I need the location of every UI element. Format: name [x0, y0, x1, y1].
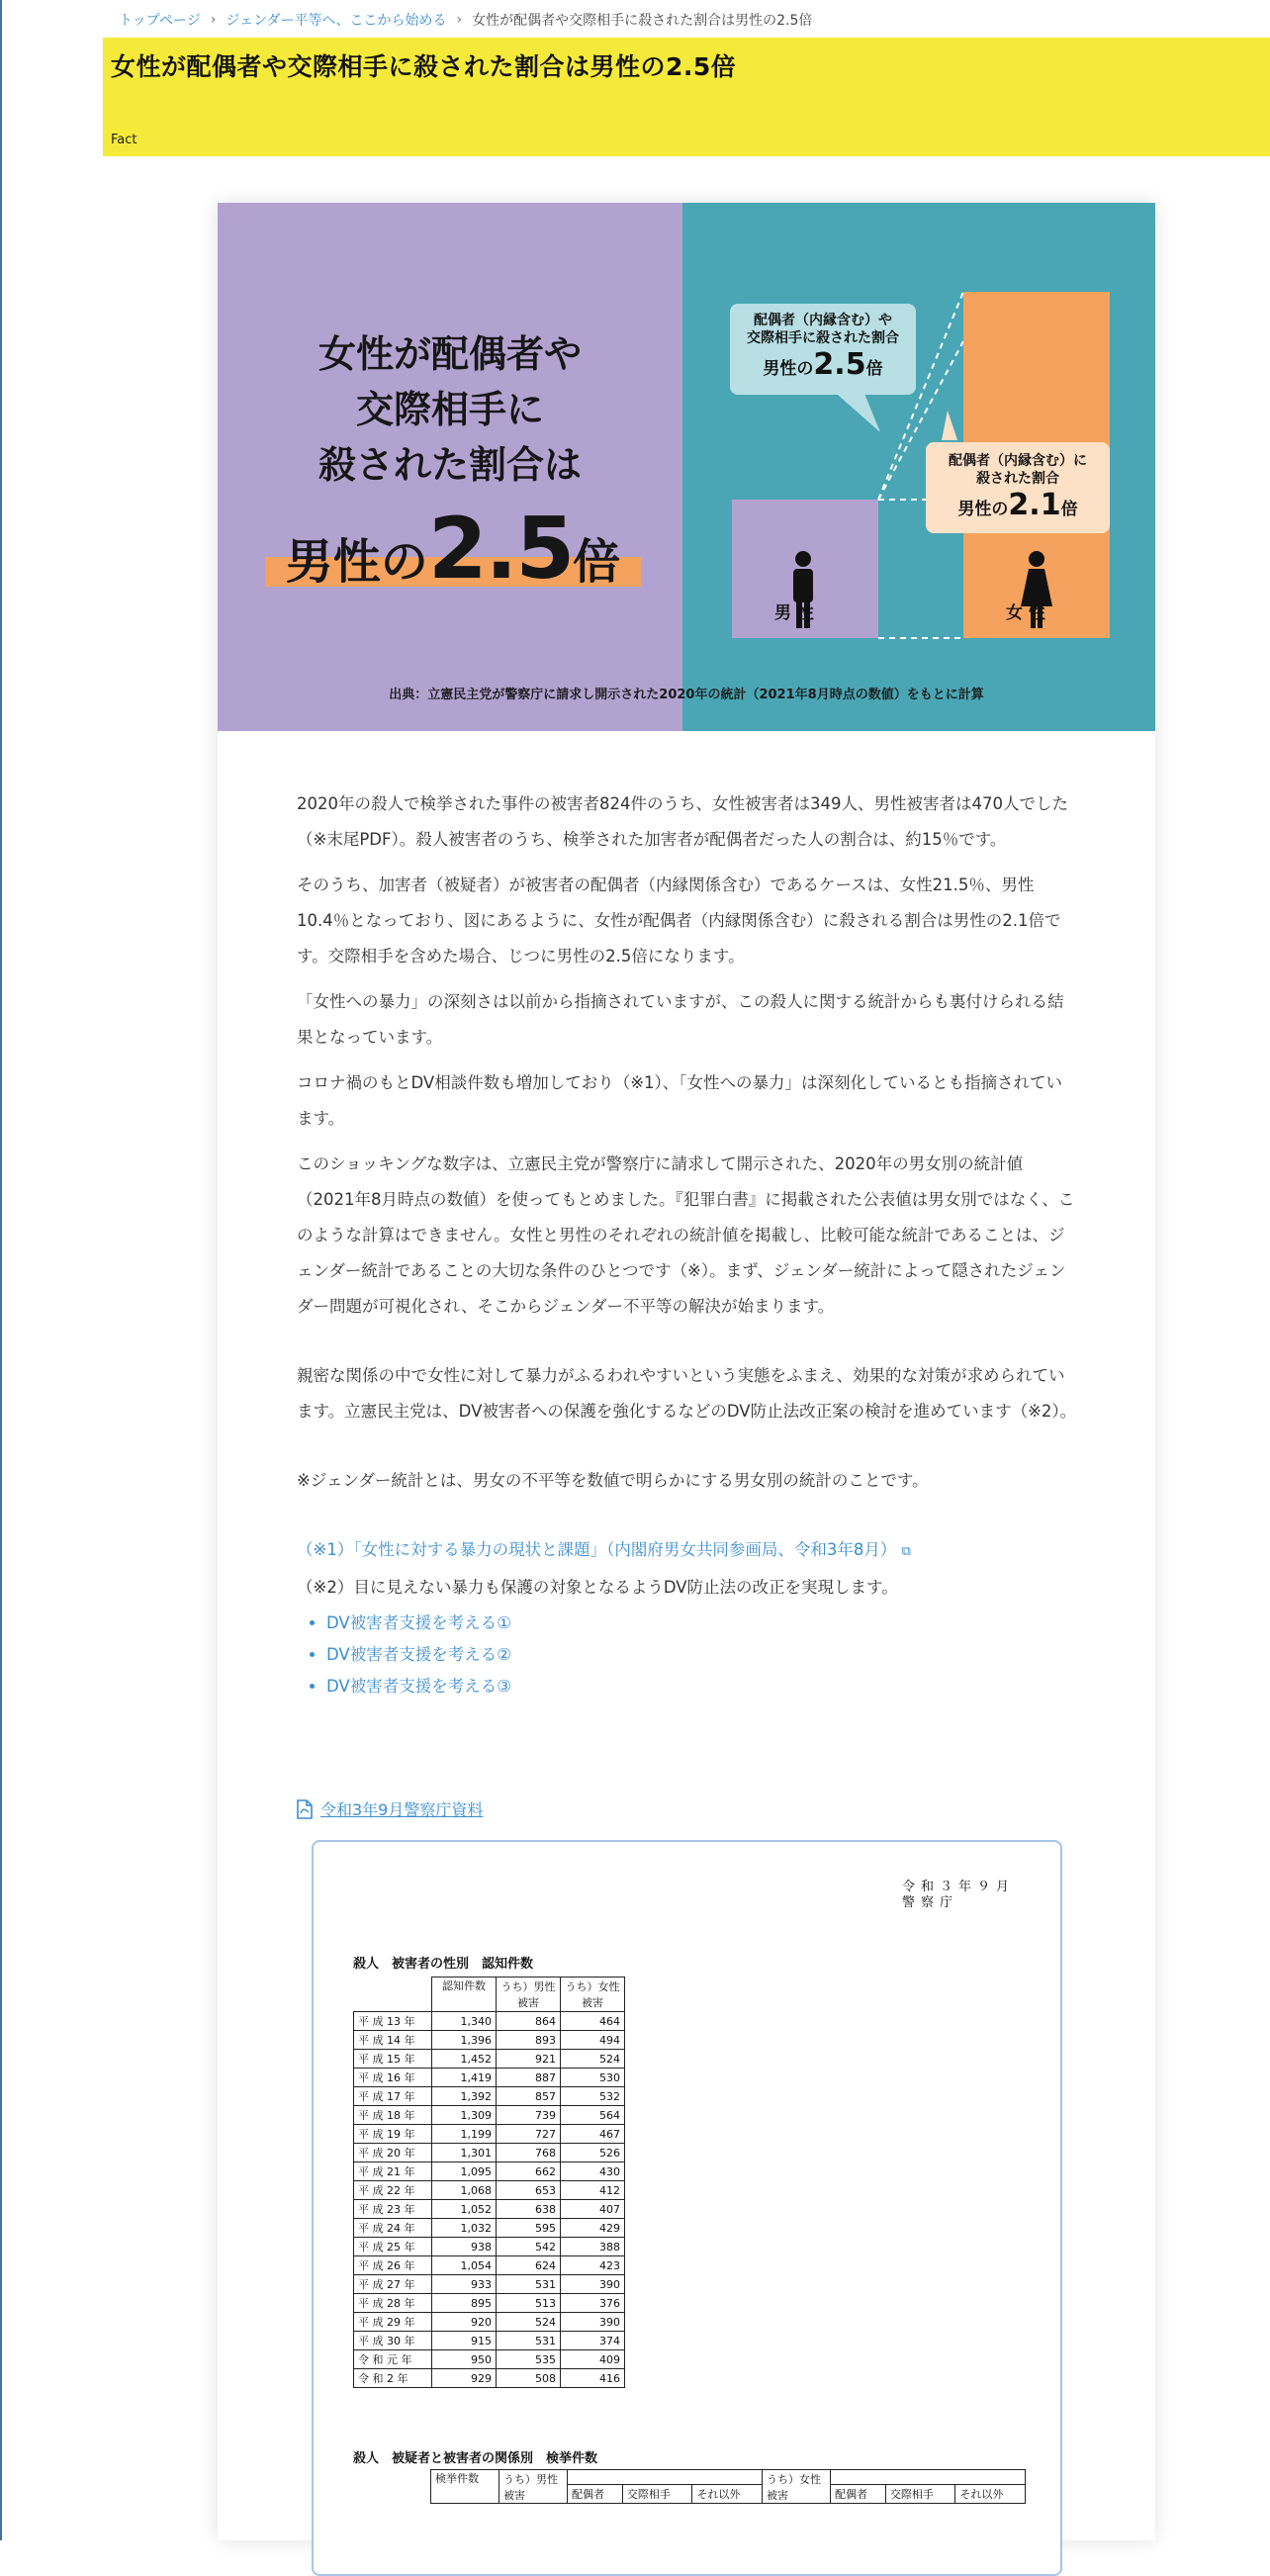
- cell-female: 467: [561, 2125, 625, 2144]
- cell-total: 1,396: [432, 2031, 497, 2050]
- cell-female: 530: [561, 2069, 625, 2087]
- female-label: 女 性: [1006, 603, 1045, 623]
- cell-total: 1,052: [432, 2200, 497, 2219]
- breadcrumb-current: 女性が配偶者や交際相手に殺された割合は男性の2.5倍: [472, 13, 813, 29]
- cell-female: 374: [561, 2332, 625, 2350]
- table-row: [354, 2050, 625, 2069]
- paragraph: 2020年の殺人で検挙された事件の被害者824件のうち、女性被害者は349人、男性被害者は470人でした（※末尾PDF）。殺人被害者のうち、検挙された加害者が配偶者だった人の割合は、約15％です。: [297, 794, 1068, 849]
- cell-total: 1,095: [432, 2162, 497, 2181]
- cell-female: 524: [561, 2050, 625, 2069]
- cell-female: 412: [561, 2181, 625, 2200]
- doc-date: 令和３年９月: [902, 1880, 1016, 1894]
- male-label: 男 性: [774, 603, 814, 623]
- cell-female: 416: [561, 2369, 625, 2388]
- related-link-1[interactable]: DV被害者支援を考える①: [326, 1613, 511, 1632]
- cell-total: 1,301: [432, 2144, 497, 2162]
- table-row: [354, 2162, 625, 2181]
- cell-male: 662: [497, 2162, 561, 2181]
- paragraph: 親密な関係の中で女性に対して暴力がふるわれやすいという実態をふまえ、効果的な対策が求められています。立憲民主党は、DV被害者への保護を強化するなどのDV防止法改正案の検討を進めています（※2）。: [297, 1366, 1077, 1421]
- cell-male: 893: [497, 2031, 561, 2050]
- col-male: うち）男性被害: [497, 1978, 561, 2012]
- cell-female: 429: [561, 2219, 625, 2238]
- t2-partner-m: 交際相手: [622, 2485, 692, 2504]
- cell-female: 423: [561, 2256, 625, 2275]
- table-row: [354, 2332, 625, 2350]
- table-row: [354, 2369, 625, 2388]
- cell-male: 857: [497, 2087, 561, 2106]
- cell-total: 1,068: [432, 2181, 497, 2200]
- cell-male: 595: [497, 2219, 561, 2238]
- cell-total: 1,032: [432, 2219, 497, 2238]
- cell-male: 535: [497, 2350, 561, 2369]
- cell-female: 407: [561, 2200, 625, 2219]
- paragraph: そのうち、加害者（被疑者）が被害者の配偶者（内縁関係含む）であるケースは、女性21.5％、男性10.4％となっており、図にあるように、女性が配偶者（内縁関係含む）に殺される割合は男性の2.1倍です。交際相手を含めた場合、じつに男性の2.5倍になります。: [297, 875, 1061, 966]
- note1-link[interactable]: （※1）「女性に対する暴力の現状と課題」（内閣府男女共同参画局、令和3年8月）: [297, 1540, 897, 1559]
- cell-male: 624: [497, 2256, 561, 2275]
- t2-spouse-m: 配偶者: [568, 2485, 623, 2504]
- cell-female: 430: [561, 2162, 625, 2181]
- t2-count: 検挙件数: [431, 2470, 499, 2504]
- highlight-prefix: 男性の: [285, 534, 428, 590]
- cell-male: 638: [497, 2200, 561, 2219]
- cell-year: 令 和 2 年: [354, 2369, 432, 2388]
- cell-male: 531: [497, 2275, 561, 2294]
- bubble-spouse: 配偶者（内縁含む）に 殺された割合 男性の2.1倍: [926, 442, 1110, 533]
- cell-total: 950: [432, 2350, 497, 2369]
- cell-year: 平 成 23 年: [354, 2200, 432, 2219]
- chevron-right-icon: ›: [210, 12, 217, 28]
- table-row: [354, 2200, 625, 2219]
- t2-spouse-f: 配偶者: [830, 2485, 885, 2504]
- window-left-edge: [0, 0, 2, 2540]
- cell-total: 1,199: [432, 2125, 497, 2144]
- cell-male: 542: [497, 2238, 561, 2256]
- cell-total: 1,452: [432, 2050, 497, 2069]
- cell-year: 平 成 28 年: [354, 2294, 432, 2313]
- note2: （※2）目に見えない暴力も保護の対象となるようDV防止法の改正を実現します。: [297, 1578, 898, 1597]
- cell-male: 727: [497, 2125, 561, 2144]
- table-row: [354, 2256, 625, 2275]
- hero-highlight: [265, 500, 641, 598]
- cell-female: 390: [561, 2313, 625, 2332]
- hero-headline-line3: 殺された割合は: [318, 443, 582, 487]
- table-row: [354, 2031, 625, 2050]
- cell-male: 513: [497, 2294, 561, 2313]
- cell-year: 平 成 21 年: [354, 2162, 432, 2181]
- pdf-link-label: 令和3年9月警察庁資料: [320, 1800, 484, 1819]
- table-row: [354, 2144, 625, 2162]
- hero-headline-line1: 女性が配偶者や: [318, 332, 582, 376]
- t2-other-m: それ以外: [692, 2485, 763, 2504]
- paragraph: 「女性への暴力」の深刻さは以前から指摘されていますが、この殺人に関する統計からも裏付けられる結果となっています。: [297, 992, 1064, 1047]
- cell-year: 平 成 26 年: [354, 2256, 432, 2275]
- table-row: [354, 2219, 625, 2238]
- cell-year: 平 成 18 年: [354, 2106, 432, 2125]
- cell-total: 895: [432, 2294, 497, 2313]
- table-row: [354, 2125, 625, 2144]
- cell-total: 933: [432, 2275, 497, 2294]
- t2-female: うち）女性被害: [762, 2470, 830, 2504]
- pdf-icon: [297, 1799, 313, 1819]
- cell-total: 1,340: [432, 2012, 497, 2031]
- cell-year: 平 成 17 年: [354, 2087, 432, 2106]
- cell-female: 564: [561, 2106, 625, 2125]
- t2-partner-f: 交際相手: [885, 2485, 955, 2504]
- table-row: [354, 2294, 625, 2313]
- cell-male: 864: [497, 2012, 561, 2031]
- page-title: 女性が配偶者や交際相手に殺された割合は男性の2.5倍: [111, 52, 737, 81]
- cell-female: 464: [561, 2012, 625, 2031]
- cell-male: 768: [497, 2144, 561, 2162]
- cell-male: 739: [497, 2106, 561, 2125]
- cell-year: 平 成 22 年: [354, 2181, 432, 2200]
- cell-female: 376: [561, 2294, 625, 2313]
- bubble-spouse-partner: 配偶者（内縁含む）や 交際相手に殺された割合 男性の2.5倍: [730, 304, 916, 395]
- cell-male: 531: [497, 2332, 561, 2350]
- cell-female: 532: [561, 2087, 625, 2106]
- cell-total: 1,392: [432, 2087, 497, 2106]
- cell-female: 494: [561, 2031, 625, 2050]
- paragraph: このショッキングな数字は、立憲民主党が警察庁に請求して開示された、2020年の男女別の統計値（2021年8月時点の数値）を使ってもとめました。『犯罪白書』に掲載された公表値は男女別ではなく、このような計算はできません。女性と男性のそれぞれの統計値を掲載し、比較可能な統計であることは、ジェンダー統計であることの大切な条件のひとつです（※）。まず、ジェンダー統計によって隠されたジェンダー問題が可視化され、そこからジェンダー不平等の解決が始まります。: [297, 1154, 1075, 1316]
- cell-female: 390: [561, 2275, 625, 2294]
- breadcrumb: [119, 8, 812, 32]
- cell-year: 令 和 元 年: [354, 2350, 432, 2369]
- hero-headline-line2: 交際相手に: [355, 388, 544, 431]
- table-row: [354, 2238, 625, 2256]
- category-tag: Fact: [111, 133, 137, 147]
- table-row: [354, 2106, 625, 2125]
- table-row: [354, 2087, 625, 2106]
- table-row: [354, 2350, 625, 2369]
- cell-female: 388: [561, 2238, 625, 2256]
- cell-male: 653: [497, 2181, 561, 2200]
- table-row: [354, 2069, 625, 2087]
- paragraph: コロナ禍のもとDV相談件数も増加しており（※1）、「女性への暴力」は深刻化しているとも指摘されています。: [297, 1073, 1063, 1128]
- cell-male: 887: [497, 2069, 561, 2087]
- cell-year: 平 成 25 年: [354, 2238, 432, 2256]
- table2-title: 殺人 被疑者と被害者の関係別 検挙件数: [353, 2451, 598, 2466]
- related-link-3[interactable]: DV被害者支援を考える③: [326, 1677, 511, 1696]
- cell-year: 平 成 16 年: [354, 2069, 432, 2087]
- cell-female: 526: [561, 2144, 625, 2162]
- table-row: [354, 2275, 625, 2294]
- t2-male: うち）男性被害: [499, 2470, 568, 2504]
- hero-source: 出典：立憲民主党が警察庁に請求し開示された2020年の統計（2021年8月時点の数値）をもとに計算: [389, 688, 984, 702]
- table-row: [354, 2012, 625, 2031]
- cell-year: 平 成 19 年: [354, 2125, 432, 2144]
- hero-infographic: [218, 203, 1155, 731]
- table1-title: 殺人 被害者の性別 認知件数: [353, 1957, 534, 1972]
- cell-year: 平 成 14 年: [354, 2031, 432, 2050]
- cell-female: 409: [561, 2350, 625, 2369]
- cell-year: 平 成 27 年: [354, 2275, 432, 2294]
- related-link-2[interactable]: DV被害者支援を考える②: [326, 1645, 511, 1664]
- cell-male: 921: [497, 2050, 561, 2069]
- cell-male: 508: [497, 2369, 561, 2388]
- external-link-icon: ⧉: [901, 1544, 911, 1559]
- cell-male: 524: [497, 2313, 561, 2332]
- breadcrumb-home-link[interactable]: トップページ: [119, 13, 201, 29]
- doc-issuer: 警察庁: [902, 1895, 959, 1910]
- table-row: [354, 2313, 625, 2332]
- relation-table: [353, 2469, 1026, 2504]
- cell-year: 平 成 20 年: [354, 2144, 432, 2162]
- cell-year: 平 成 15 年: [354, 2050, 432, 2069]
- chevron-right-icon: ›: [456, 12, 463, 28]
- cell-year: 平 成 30 年: [354, 2332, 432, 2350]
- t2-other-f: それ以外: [955, 2485, 1026, 2504]
- col-female: うち）女性被害: [561, 1978, 625, 2012]
- page-header: [103, 38, 1270, 156]
- cell-total: 938: [432, 2238, 497, 2256]
- cell-total: 1,419: [432, 2069, 497, 2087]
- cell-year: 平 成 24 年: [354, 2219, 432, 2238]
- article-body: [297, 786, 1078, 1702]
- cell-total: 1,054: [432, 2256, 497, 2275]
- hero-headline: [218, 326, 682, 493]
- victims-table: [353, 1977, 625, 2388]
- cell-total: 920: [432, 2313, 497, 2332]
- cell-year: 平 成 29 年: [354, 2313, 432, 2332]
- breadcrumb-parent-link[interactable]: ジェンダー平等へ、ここから始める: [226, 13, 447, 29]
- cell-year: 平 成 13 年: [354, 2012, 432, 2031]
- cell-total: 915: [432, 2332, 497, 2350]
- doc-header: [902, 1880, 1036, 1911]
- embedded-pdf-preview[interactable]: [312, 1840, 1062, 2576]
- cell-total: 1,309: [432, 2106, 497, 2125]
- col-count: 認知件数: [432, 1978, 497, 2012]
- paragraph: ※ジェンダー統計とは、男女の不平等を数値で明らかにする男女別の統計のことです。: [297, 1471, 929, 1490]
- highlight-number: 2.5: [427, 500, 574, 598]
- related-links: [297, 1608, 1078, 1702]
- pdf-download-link[interactable]: [297, 1797, 483, 1820]
- highlight-suffix: 倍: [573, 534, 621, 590]
- cell-total: 929: [432, 2369, 497, 2388]
- article-card: [218, 203, 1155, 2540]
- table-row: [354, 2181, 625, 2200]
